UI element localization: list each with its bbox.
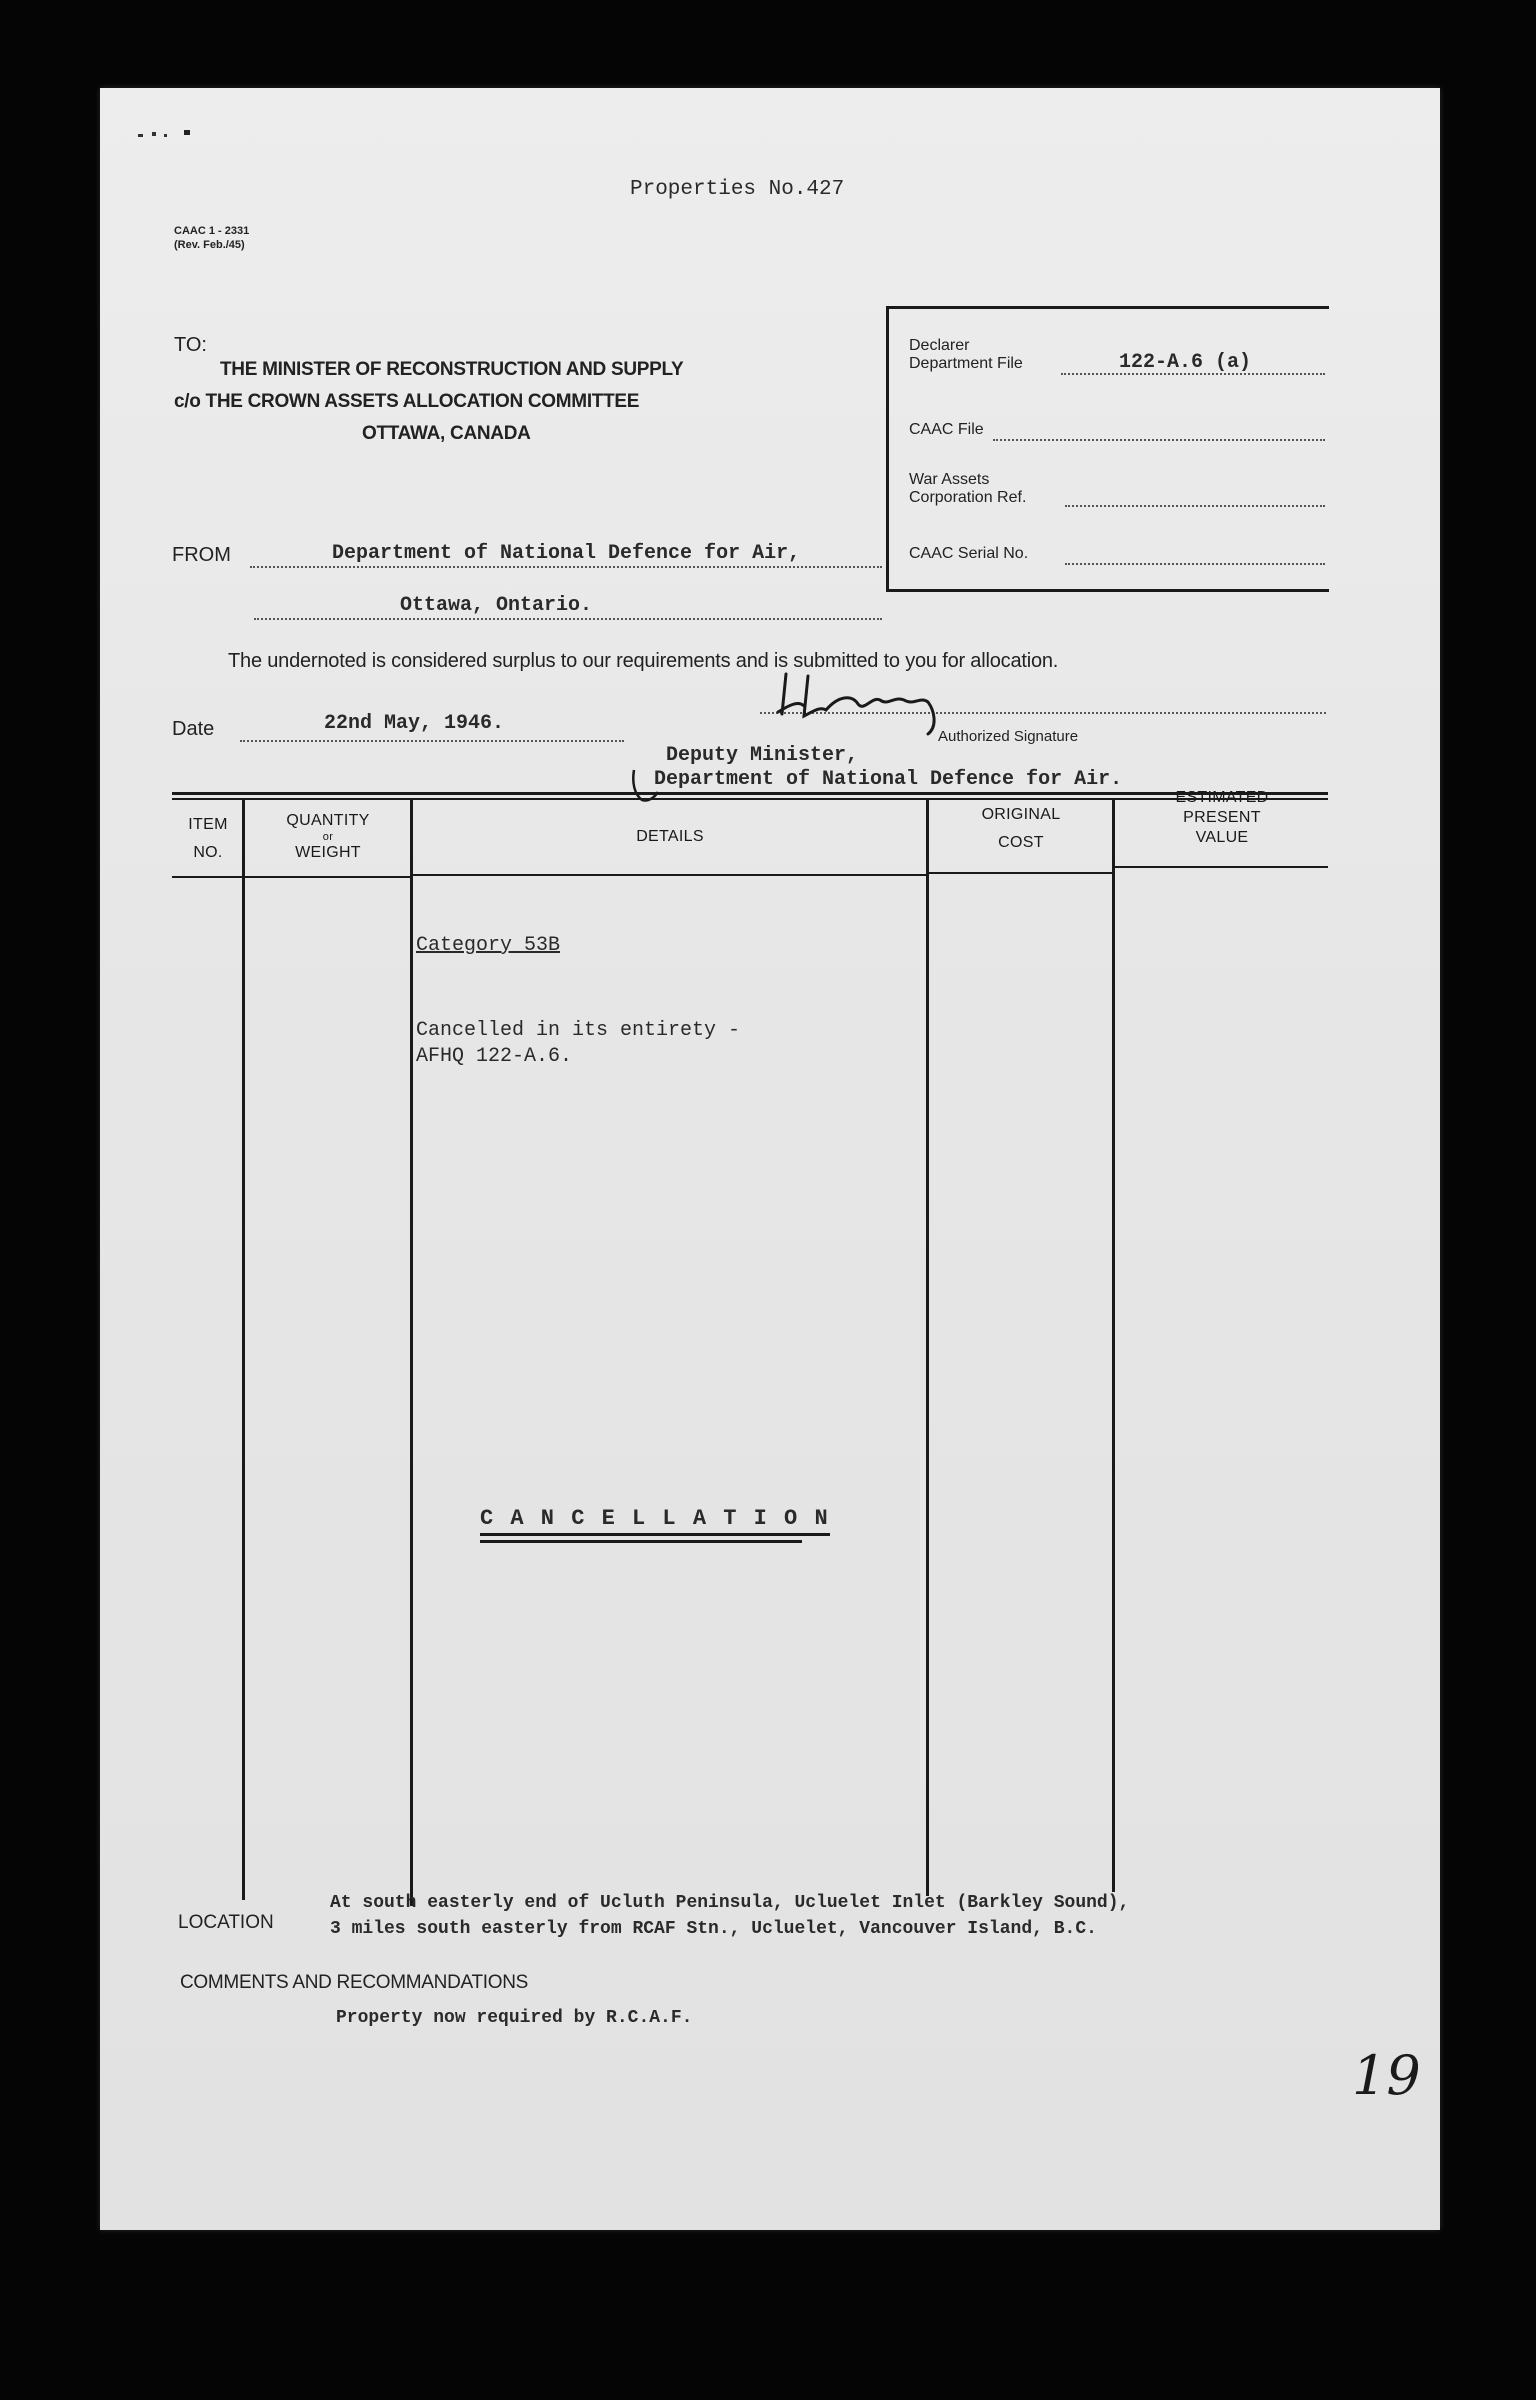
handwritten-signature — [768, 666, 988, 736]
properties-number: Properties No.427 — [630, 178, 845, 201]
authorized-signature-label: Authorized Signature — [938, 728, 1079, 745]
location-line1: At south easterly end of Ucluth Peninsula, Ucluelet Inlet (Barkley Sound), — [330, 1893, 1130, 1913]
detail-text — [416, 1018, 740, 1070]
declarer-label-line1: Declarer — [909, 337, 970, 354]
location-label: LOCATION — [178, 1912, 274, 1933]
addressee-line3: OTTAWA, CANADA — [362, 423, 531, 444]
date-value: 22nd May, 1946. — [324, 712, 505, 735]
surplus-statement: The undernoted is considered surplus to our requirements and is submitted to you for allocation. — [228, 650, 1059, 672]
addressee-line2: c/o THE CROWN ASSETS ALLOCATION COMMITTEE — [174, 391, 640, 412]
caac-file-label: CAAC File — [909, 421, 984, 438]
detail-line1: Cancelled in its entirety - — [416, 1019, 741, 1042]
to-label: TO: — [174, 334, 207, 356]
document-sheet — [100, 88, 1440, 2230]
cancellation-stamp: C A N C E L L A T I O N — [480, 1506, 830, 1536]
war-assets-line2: Corporation Ref. — [909, 489, 1027, 506]
col-header-original-cost: ORIGINAL COST — [981, 806, 1061, 851]
caac-serial-label: CAAC Serial No. — [909, 545, 1029, 562]
war-assets-line1: War Assets — [909, 471, 990, 488]
declarer-label-line2: Department File — [909, 355, 1023, 372]
comments-text: Property now required by R.C.A.F. — [336, 2008, 693, 2028]
from-label: FROM — [172, 544, 231, 566]
col-header-quantity: QUANTITY or WEIGHT — [286, 812, 370, 861]
col-header-details: DETAILS — [636, 828, 704, 845]
from-line2: Ottawa, Ontario. — [400, 594, 593, 617]
war-assets-label — [909, 471, 1026, 507]
col-header-item: ITEM NO. — [188, 816, 228, 861]
from-line1: Department of National Defence for Air, — [332, 542, 801, 565]
addressee-line1: THE MINISTER OF RECONSTRUCTION AND SUPPLY — [220, 359, 684, 380]
signer-title-line2: Department of National Defence for Air. — [654, 768, 1123, 791]
location-text — [330, 1890, 1129, 1942]
addressee-block — [174, 354, 683, 450]
stray-marks — [138, 132, 198, 138]
signer-title-line1: Deputy Minister, — [666, 744, 859, 767]
form-code-line1: CAAC 1 - 2331 — [174, 225, 250, 237]
reference-box — [886, 306, 1329, 592]
location-line2: 3 miles south easterly from RCAF Stn., Ucluelet, Vancouver Island, B.C. — [330, 1919, 1097, 1939]
declarer-label — [909, 337, 1023, 373]
comments-label: COMMENTS AND RECOMMANDATIONS — [180, 1972, 529, 1993]
table-header-rule — [172, 876, 410, 878]
col-header-estimated-value: ESTIMATED PRESENT VALUE — [1175, 789, 1269, 846]
declarer-value: 122-A.6 (a) — [1119, 351, 1252, 374]
form-code-line2: (Rev. Feb./45) — [174, 239, 245, 251]
detail-line2: AFHQ 122-A.6. — [416, 1045, 573, 1068]
date-label: Date — [172, 718, 215, 740]
category-heading: Category 53B — [416, 934, 561, 957]
page-number: 19 — [1352, 2044, 1421, 2107]
form-code — [174, 224, 249, 252]
